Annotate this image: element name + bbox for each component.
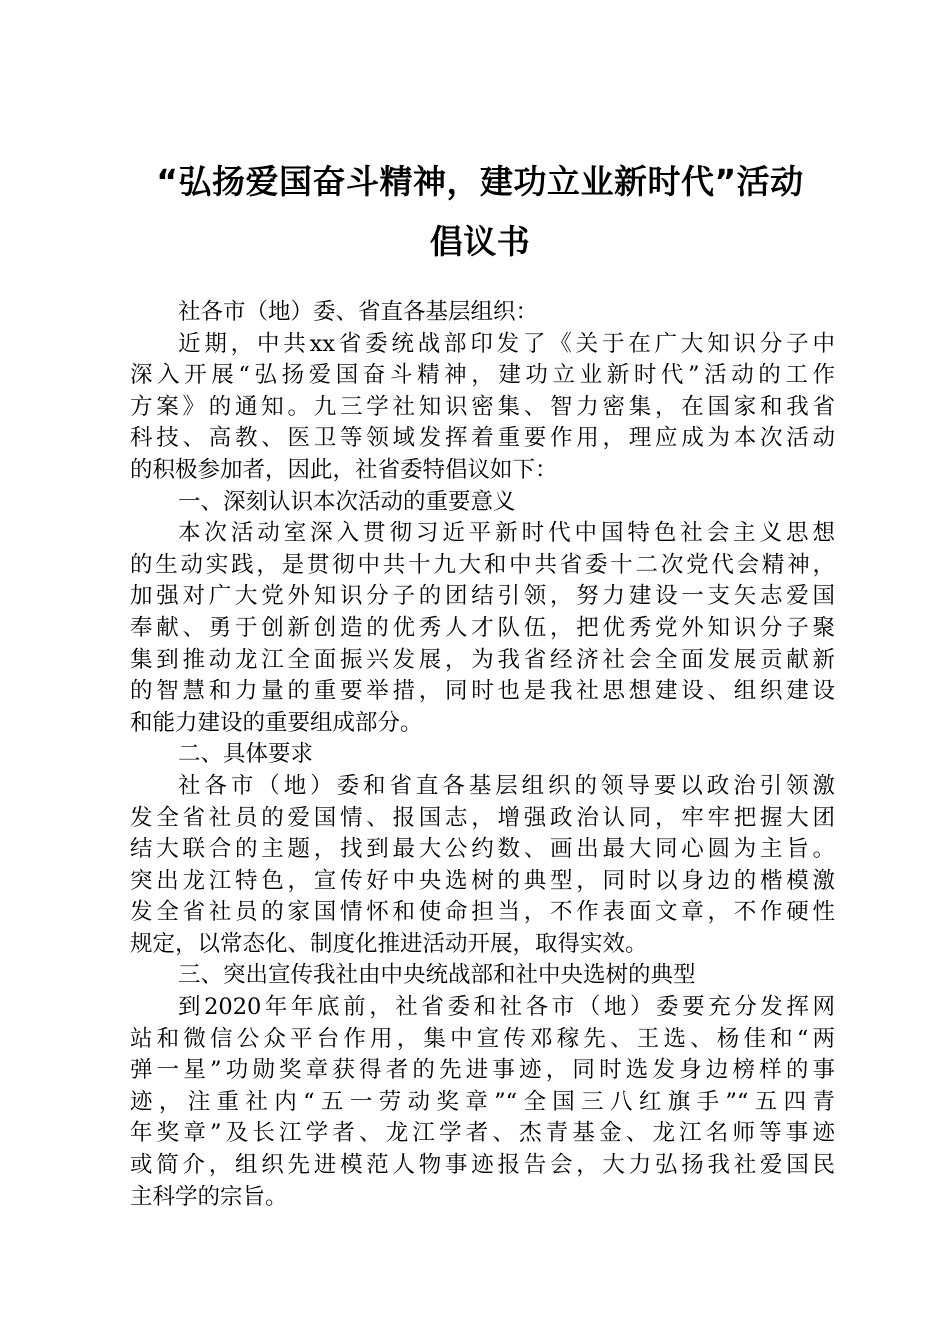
body-text-line: 的积极参加者，因此，社省委特倡议如下： — [130, 456, 558, 483]
body-text-line: 发全省社员的家国情怀和使命担当，不作表面文章，不作硬性 — [130, 899, 835, 926]
body-text-line: 的智慧和力量的重要举措，同时也是我社思想建设、组织建设 — [130, 678, 835, 705]
body-text-line: 本次活动室深入贯彻习近平新时代中国特色社会主义思想 — [178, 520, 835, 547]
body-text-line: 迹，注重社内“五一劳动奖章”“全国三八红旗手”“五四青 — [130, 1088, 835, 1115]
body-text-line: 或简介，组织先进模范人物事迹报告会，大力弘扬我社爱国民 — [130, 1152, 835, 1179]
body-text-line: 结大联合的主题，找到最大公约数、画出最大同心圆为主旨。 — [130, 836, 835, 863]
document-body — [130, 297, 835, 1213]
body-text-line: 三、突出宣传我社由中央统战部和社中央选树的典型 — [178, 962, 696, 989]
document-title-line-2: 倡议书 — [429, 222, 531, 261]
body-text-line: 二、具体要求 — [178, 741, 314, 768]
body-text-line: 的生动实践，是贯彻中共十九大和中共省委十二次党代会精神， — [130, 551, 835, 578]
body-text-line: 年奖章”及长江学者、龙江学者、杰青基金、龙江名师等事迹 — [130, 1120, 835, 1147]
body-text-line: 方案》的通知。九三学社知识密集、智力密集，在国家和我省 — [130, 393, 835, 420]
body-text-line: 规定，以常态化、制度化推进活动开展，取得实效。 — [130, 930, 648, 957]
body-text-line: 主科学的宗旨。 — [130, 1183, 288, 1210]
body-text-line: 发全省社员的爱国情、报国志，增强政治认同，牢牢把握大团 — [130, 804, 835, 831]
body-text-line: 弹一星”功勋奖章获得者的先进事迹，同时选发身边榜样的事 — [130, 1057, 835, 1084]
body-text-line: 到2020年年底前，社省委和社各市（地）委要充分发挥网 — [178, 994, 835, 1021]
body-text-line: 突出龙江特色，宣传好中央选树的典型，同时以身边的楷模激 — [130, 867, 835, 894]
body-text-line: 和能力建设的重要组成部分。 — [130, 709, 423, 736]
body-text-line: 一、深刻认识本次活动的重要意义 — [178, 488, 516, 515]
body-text-line: 集到推动龙江全面振兴发展，为我省经济社会全面发展贡献新 — [130, 646, 835, 673]
document-title-line-1: “弘扬爱国奋斗精神，建功立业新时代”活动 — [156, 162, 804, 201]
body-text-line: 科技、高教、医卫等领域发挥着重要作用，理应成为本次活动 — [130, 425, 835, 452]
body-text-line: 站和微信公众平台作用，集中宣传邓稼先、王选、杨佳和“两 — [130, 1025, 835, 1052]
body-text-line: 奉献、勇于创新创造的优秀人才队伍，把优秀党外知识分子聚 — [130, 614, 835, 641]
body-text-line: 近期，中共xx省委统战部印发了《关于在广大知识分子中 — [178, 330, 835, 357]
body-text-line: 社各市（地）委和省直各基层组织的领导要以政治引领激 — [178, 772, 835, 799]
body-text-line: 深入开展“弘扬爱国奋斗精神，建功立业新时代”活动的工作 — [130, 362, 835, 389]
body-text-line: 加强对广大党外知识分子的团结引领，努力建设一支矢志爱国 — [130, 583, 835, 610]
body-text-line: 社各市（地）委、省直各基层组织： — [178, 299, 539, 325]
